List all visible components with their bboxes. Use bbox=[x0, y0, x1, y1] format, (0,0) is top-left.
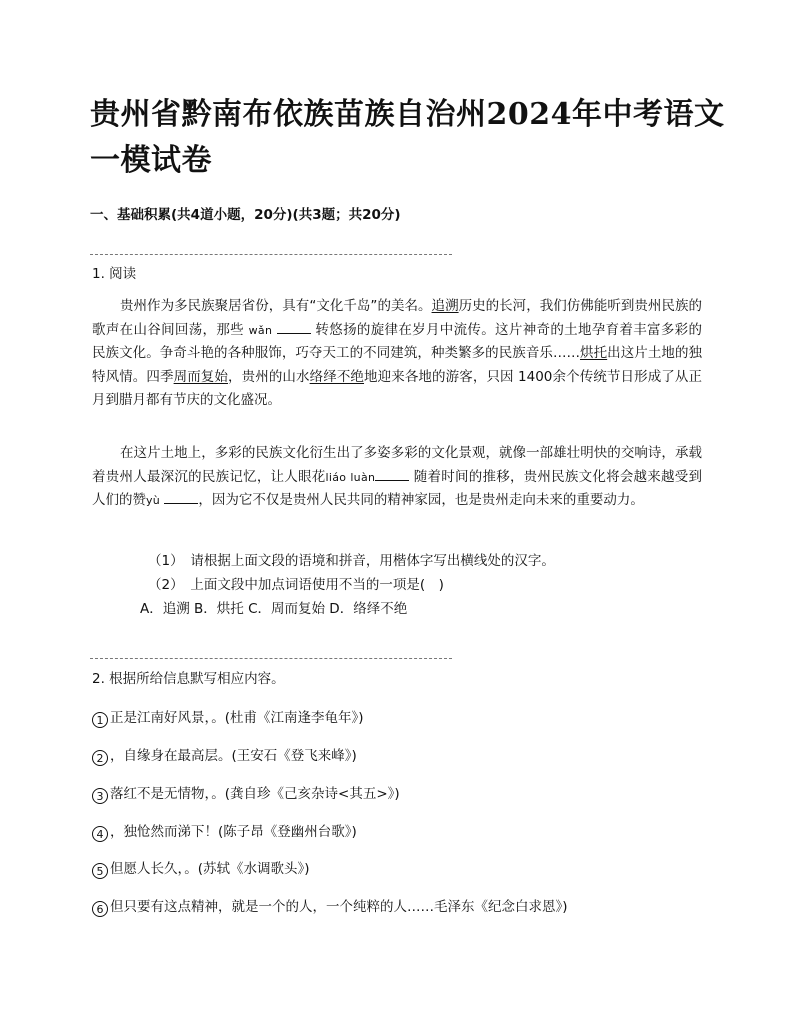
text: 地迎来各地的游客，只因 1400余个传统节日形成了从正月到腊月都有节庆的文化盛况。 bbox=[92, 368, 703, 408]
sub-question-2: （2） 上面文段中加点词语使用不当的一项是( ) bbox=[148, 577, 444, 593]
pinyin: wǎn bbox=[248, 323, 273, 337]
recitation-item bbox=[92, 820, 357, 842]
item-text: 正是江南好风景，。(杜甫《江南逢李龟年》) bbox=[110, 710, 364, 726]
text: 转悠扬的旋律在岁月中流传。这片神奇的土地孕育着丰富多彩的民族文化。争奇斗艳的各种服饰，巧夺天工的不同建筑，种类繁多的民族音乐…… bbox=[92, 321, 702, 361]
pinyin: yù bbox=[146, 494, 161, 507]
question-1-label: 1. 阅读 bbox=[92, 266, 137, 282]
text: 出这片土地的独特风情。四季 bbox=[92, 345, 703, 385]
reading-paragraph-2 bbox=[92, 442, 702, 513]
text: ，因为它不仅是贵州人民共同的精神家园，也是贵州走向未来的重要动力。 bbox=[198, 492, 644, 508]
item-text: 但只要有这点精神，就是一个的人，一个纯粹的人……毛泽东《纪念白求恩》) bbox=[110, 899, 568, 915]
underlined-word: 追溯 bbox=[431, 298, 459, 314]
text: 历史的长河，我们仿佛能听到贵州民族的歌声在山谷间回荡，那些 bbox=[92, 298, 702, 338]
item-text: 但愿人长久，。(苏轼《水调歌头》) bbox=[110, 861, 310, 877]
sub-question-1: （1） 请根据上面文段的语境和拼音，用楷体字写出横线处的汉字。 bbox=[148, 553, 555, 569]
item-number: 2 bbox=[92, 750, 108, 766]
recitation-item bbox=[92, 895, 568, 917]
answer-options: A．追溯 B．烘托 C．周而复始 D．络绎不绝 bbox=[140, 601, 408, 617]
underlined-word: 周而复始 bbox=[173, 368, 229, 385]
item-text: 落红不是无情物，。(龚自珍《己亥杂诗<其五>》) bbox=[110, 786, 400, 802]
answer-blank[interactable] bbox=[164, 491, 198, 504]
divider bbox=[90, 658, 452, 659]
reading-paragraph-1 bbox=[92, 295, 702, 413]
recitation-item bbox=[92, 744, 357, 766]
item-number: 1 bbox=[92, 712, 108, 728]
recitation-item bbox=[92, 782, 400, 804]
text: 贵州作为多民族聚居省份，具有“文化千岛”的美名。 bbox=[120, 298, 432, 314]
text: 在这片土地上，多彩的民族文化衍生出了多姿多彩的文化景观，就像一部雄壮明快的交响诗，承载着贵州人最深沉的民族记忆，让人眼花 bbox=[92, 445, 702, 485]
section-heading: 一、基础积累(共4道小题，20分)(共3题；共20分) bbox=[90, 207, 401, 223]
item-number: 6 bbox=[92, 901, 108, 917]
page-title: 贵州省黔南布依族苗族自治州2024年中考语文一模试卷 bbox=[90, 97, 725, 178]
item-text: ，自缘身在最高层。(王安石《登飞来峰》) bbox=[110, 748, 357, 764]
answer-blank[interactable] bbox=[277, 321, 311, 334]
item-number: 4 bbox=[92, 826, 108, 842]
text: ，贵州的山水 bbox=[228, 368, 310, 385]
answer-blank[interactable] bbox=[375, 468, 409, 481]
item-text: ，独怆然而涕下！(陈子昂《登幽州台歌》) bbox=[110, 824, 357, 840]
underlined-word: 络绎不绝 bbox=[309, 368, 365, 385]
divider bbox=[90, 254, 452, 255]
item-number: 3 bbox=[92, 788, 108, 804]
underlined-word: 烘托 bbox=[579, 345, 608, 361]
recitation-item bbox=[92, 706, 364, 728]
pinyin: liáo luàn bbox=[325, 470, 376, 484]
question-2-label: 2. 根据所给信息默写相应内容。 bbox=[92, 671, 285, 687]
text: 随着时间的推移，贵州民族文化将会越来越受到人们的赞 bbox=[92, 468, 702, 508]
recitation-item bbox=[92, 857, 310, 879]
item-number: 5 bbox=[92, 863, 108, 879]
